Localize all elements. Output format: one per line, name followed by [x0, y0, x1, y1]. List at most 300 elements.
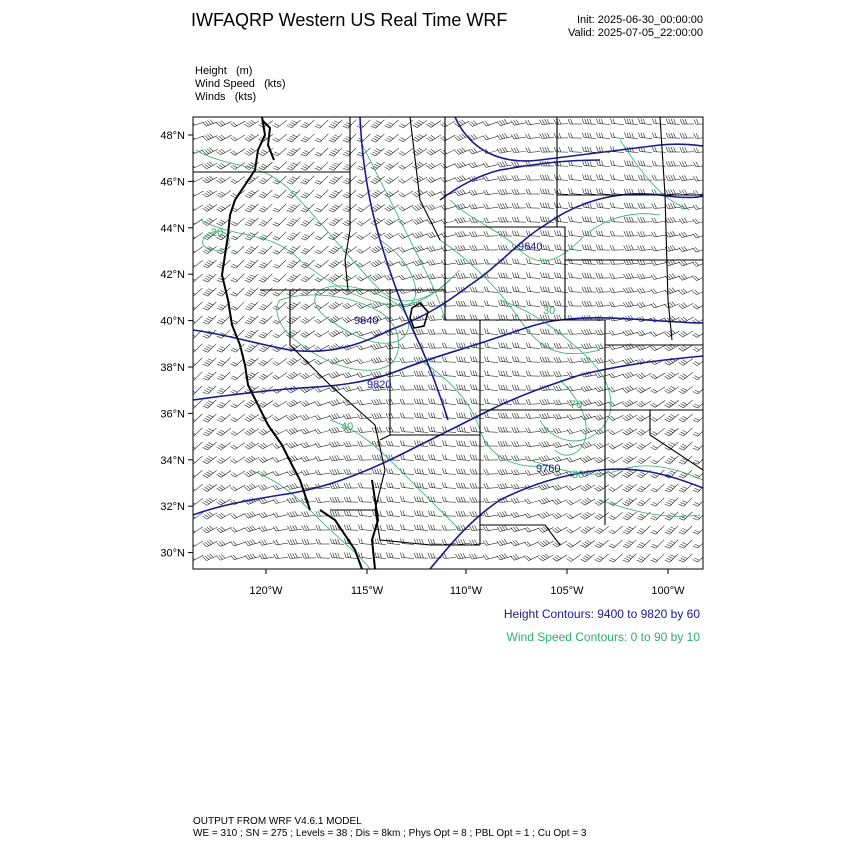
wind-contour-label: 20 [211, 227, 224, 239]
wind-barb [400, 413, 414, 418]
wind-barb [231, 368, 245, 381]
wind-barb [287, 144, 301, 157]
wind-barb [665, 508, 678, 521]
wind-barb [386, 524, 400, 530]
wind-barb [273, 368, 287, 380]
boundary [605, 410, 703, 470]
wind-barb [329, 412, 344, 420]
field-unit: (kts) [234, 91, 257, 103]
wind-barb [217, 340, 230, 353]
wind-barb [357, 257, 372, 268]
wind-barb [679, 396, 693, 409]
wind-barb [582, 328, 596, 334]
wind-barb [329, 242, 343, 255]
wind-barb [399, 215, 414, 226]
wind-barb [287, 298, 301, 311]
wind-barb [470, 315, 484, 321]
wind-barb [609, 342, 624, 350]
wind-barb [231, 117, 246, 128]
wind-barb [273, 214, 286, 227]
wind-barb [624, 132, 638, 138]
wind-barb [428, 497, 442, 503]
wind-barb [525, 551, 540, 562]
wind-barb [651, 369, 666, 380]
wind-barb [666, 133, 680, 138]
wind-barb [245, 117, 260, 129]
wind-barb [330, 553, 344, 559]
wind-barb [245, 523, 260, 532]
wind-barb [567, 523, 582, 535]
wind-barb [470, 356, 484, 362]
wind-barb [273, 284, 287, 297]
wind-barb [679, 257, 694, 266]
wind-barb [343, 271, 357, 283]
wind-barb [414, 413, 428, 419]
wind-barb [301, 312, 315, 324]
wind-barb [189, 159, 204, 169]
wind-barb [456, 329, 470, 335]
wind-barb [470, 455, 484, 460]
wind-barb [301, 355, 316, 366]
wind-barb [442, 483, 456, 489]
wind-barb [568, 329, 582, 335]
wind-barb [385, 158, 399, 171]
wind-barb [665, 244, 680, 252]
wind-barb [358, 511, 372, 517]
wind-barb [693, 202, 708, 210]
wind-barb [610, 160, 624, 166]
wind-barb [287, 186, 300, 199]
wind-barb [568, 174, 582, 180]
wind-barb [329, 130, 342, 143]
wind-barb [679, 243, 694, 252]
wind-barb [693, 494, 706, 507]
height-contour-label: 9840 [354, 315, 379, 327]
wind-barb [526, 189, 540, 194]
field-name: Wind Speed [195, 78, 255, 90]
wind-barb [442, 398, 456, 404]
wind-barb [287, 158, 301, 171]
wind-barb [414, 426, 428, 432]
wind-barb [273, 397, 288, 408]
wind-barb [610, 174, 624, 180]
wind-barb [287, 284, 301, 297]
wind-barb [329, 270, 343, 282]
wind-barb [357, 243, 371, 255]
wind-barb [329, 144, 342, 157]
wind-barb [441, 187, 456, 196]
wind-barb [441, 258, 456, 265]
lat-tick-label: 40°N [160, 315, 185, 328]
wind-barb [525, 454, 540, 461]
wind-barb [665, 202, 679, 209]
wind-barb [567, 453, 582, 463]
wind-barb [609, 522, 623, 535]
wind-barb [693, 396, 707, 409]
wind-barb [610, 245, 624, 250]
wind-barb [581, 522, 595, 534]
wind-barb [456, 426, 470, 432]
wind-barb [624, 258, 638, 264]
wind-barb [189, 187, 204, 198]
wind-barb [497, 132, 512, 140]
wind-barb [694, 146, 708, 152]
wind-barb [526, 286, 540, 292]
plot-title: IWFAQRP Western US Real Time WRF [191, 10, 508, 30]
wind-barb [525, 509, 540, 518]
wind-barb [441, 159, 456, 169]
wind-barb [329, 454, 344, 461]
wind-barb [665, 216, 680, 223]
wind-barb [428, 329, 442, 335]
wind-barb [693, 160, 708, 167]
wind-barb [245, 312, 259, 325]
wind-barb [637, 411, 651, 423]
wind-barb [329, 116, 342, 129]
wind-barb [288, 553, 302, 559]
wind-barb [568, 216, 582, 222]
wind-barb [553, 412, 568, 419]
wind-barb [693, 410, 707, 423]
wind-barb [624, 175, 638, 181]
wind-barb [427, 159, 442, 170]
wind-barb [217, 481, 231, 493]
wind-barb [399, 342, 413, 349]
wind-barb [652, 133, 666, 139]
wind-barb [371, 257, 386, 268]
wind-barb [693, 229, 708, 238]
wind-barb [484, 384, 498, 390]
wind-barb [497, 482, 511, 489]
wind-barb [554, 202, 568, 208]
wind-barb [189, 410, 203, 423]
wind-barb [456, 511, 470, 516]
wind-barb [637, 522, 651, 535]
wind-barb [259, 538, 274, 546]
wind-barb [637, 244, 651, 251]
wind-barb [568, 133, 582, 138]
wind-barb [371, 130, 385, 143]
wind-barb [259, 354, 273, 367]
wind-barb [582, 230, 596, 236]
wind-barb [428, 454, 442, 460]
wind-barb [679, 230, 694, 238]
wind-barb [567, 412, 582, 420]
wind-barb [539, 537, 554, 548]
wind-barb [483, 552, 498, 560]
wind-barb [540, 371, 554, 376]
wind-barb [217, 173, 231, 185]
wind-barb [287, 355, 301, 367]
wind-barb [371, 186, 385, 198]
wind-barb [665, 424, 679, 437]
wind-barb [470, 483, 484, 488]
wind-barb [189, 452, 203, 465]
wind-barb [539, 454, 554, 462]
wind-barb [484, 398, 498, 404]
wind-barb [666, 161, 680, 166]
wind-barb [498, 203, 512, 209]
wind-barb [666, 119, 680, 125]
wind-barb [231, 467, 246, 478]
wind-barb [329, 327, 344, 338]
wind-barb [665, 410, 679, 423]
wind-barb [540, 147, 554, 152]
wind-barb [259, 200, 273, 213]
wind-barb [273, 116, 287, 129]
wind-barb [469, 159, 484, 168]
wind-barb [442, 497, 456, 502]
wind-barb [484, 483, 498, 489]
wind-barb [315, 130, 328, 143]
valid-time: Valid: 2025-07-05_22:00:00 [568, 27, 703, 39]
wind-barb [540, 230, 554, 236]
wind-barb [539, 551, 554, 562]
wind-barb [372, 455, 386, 460]
wind-barb [553, 523, 568, 534]
field-name: Winds [195, 91, 226, 103]
wind-barb [540, 175, 554, 180]
wind-barb [217, 537, 232, 547]
wind-barb [217, 354, 231, 367]
wind-barb [301, 369, 316, 380]
wind-barb [512, 258, 526, 264]
wind-barb [540, 272, 554, 278]
wind-barb [301, 468, 316, 476]
wind-barb [666, 188, 680, 194]
wind-barb [638, 132, 652, 138]
wind-barb [358, 497, 372, 503]
wind-barb [596, 174, 610, 180]
wind-barb [595, 508, 609, 520]
wind-barb [582, 133, 596, 139]
height-contour-labels [354, 241, 560, 475]
wind-barb [442, 371, 456, 377]
wind-barb [315, 327, 330, 338]
wind-barb [343, 384, 358, 392]
wind-barb [540, 329, 554, 335]
wind-barb [554, 371, 568, 377]
wind-barb [399, 271, 414, 280]
wind-barb [679, 382, 693, 395]
wind-barb [245, 509, 260, 519]
wind-barb [217, 159, 232, 171]
wind-barb [189, 340, 202, 353]
wind-barb [400, 510, 414, 516]
wind-barb [498, 217, 512, 222]
wind-barb [470, 398, 484, 404]
wind-barb [287, 411, 302, 421]
wind-barb [231, 509, 246, 519]
wind-barb [665, 341, 680, 352]
wind-barb [540, 398, 554, 404]
wind-barb [399, 130, 413, 143]
wind-barb [301, 425, 316, 434]
wind-barb [665, 382, 679, 394]
wind-barb [301, 397, 316, 407]
wind-barb [609, 425, 624, 436]
wind-barb [259, 312, 273, 325]
wind-barb [301, 116, 315, 129]
wind-barb [470, 245, 484, 251]
wind-barb [483, 146, 498, 154]
wind-barb [203, 410, 217, 423]
wind-barb [623, 272, 637, 279]
wind-barb [637, 452, 651, 465]
wind-barb [484, 217, 498, 223]
wind-barb [456, 455, 470, 461]
wind-barb [203, 452, 217, 465]
model-info-line1: OUTPUT FROM WRF V4.6.1 MODEL [193, 816, 362, 827]
lon-tick-label: 105°W [550, 585, 584, 597]
wind-barb [483, 188, 498, 195]
wind-barb [456, 497, 470, 502]
wind-barb [526, 343, 540, 349]
wind-barb [554, 188, 568, 194]
wind-barb [287, 242, 301, 255]
wind-barb [498, 188, 512, 194]
wind-barb [526, 203, 540, 208]
wind-barb [400, 357, 414, 363]
wind-barb [470, 469, 484, 474]
wind-barb [316, 553, 330, 558]
wind-barb [624, 118, 638, 124]
wind-barb [427, 229, 442, 238]
wind-barb [189, 284, 203, 297]
wind-barb [259, 242, 272, 255]
wind-barb [245, 200, 259, 213]
wind-barb [315, 313, 329, 325]
wind-barb [273, 256, 286, 269]
wind-barb [511, 468, 526, 475]
lat-tick-label: 48°N [160, 130, 185, 142]
wind-barb [693, 340, 707, 352]
wind-barb [582, 245, 596, 251]
wind-barb [637, 327, 652, 336]
wind-barb [259, 368, 273, 381]
wind-barb [259, 552, 274, 559]
wind-barb [455, 244, 470, 251]
wind-barb [287, 397, 302, 408]
wind-barb [455, 202, 470, 210]
wind-barb [512, 342, 526, 348]
wind-contour [440, 240, 600, 354]
wind-barb [386, 413, 400, 418]
wind-barb [652, 203, 666, 209]
wind-barb [596, 231, 610, 237]
wind-barb [231, 312, 244, 325]
wind-barb [679, 508, 692, 521]
wind-barb [554, 272, 568, 278]
wind-barb [512, 413, 526, 418]
wind-barb [189, 131, 204, 140]
wind-barb [385, 172, 399, 184]
wind-barb [623, 452, 637, 464]
wind-barb [553, 481, 568, 491]
wind-barb [427, 272, 442, 279]
wind-barb [442, 357, 456, 363]
wind-barb [554, 357, 568, 363]
wind-barb [568, 273, 582, 279]
wind-barb [511, 132, 526, 139]
wind-barb [287, 524, 302, 531]
wind-barb [259, 284, 273, 297]
wind-barb [567, 426, 582, 435]
wind-barb [679, 285, 694, 295]
wind-barb [189, 466, 203, 479]
wind-barb [469, 552, 484, 559]
wind-barb [358, 524, 372, 530]
wind-barb [358, 427, 372, 433]
wind-barb [273, 172, 287, 185]
wind-barb [203, 438, 217, 451]
wind-barb [371, 144, 385, 157]
wind-barb [554, 230, 568, 236]
wind-barb [386, 441, 400, 446]
wind-barb [623, 480, 637, 493]
wind-barb [428, 371, 442, 376]
wind-barb [540, 133, 554, 139]
wind-barb [526, 272, 540, 278]
wind-barb [609, 356, 624, 365]
wind-barb [512, 427, 526, 433]
wind-barb [301, 172, 314, 185]
wind-barb [651, 424, 665, 437]
wind-barb [189, 480, 203, 493]
wind-barb [539, 440, 554, 448]
wind-barb [666, 175, 680, 181]
wind-barb [315, 411, 330, 420]
wind-barb [665, 522, 678, 535]
wind-barb [315, 298, 329, 310]
wind-barb [568, 147, 582, 153]
wind-barb [497, 538, 512, 547]
wind-barb [582, 188, 596, 194]
wind-barb [427, 173, 442, 184]
wind-barb [358, 538, 372, 544]
wind-barb [399, 229, 414, 239]
wind-barb [525, 118, 540, 125]
wind-barb [694, 133, 708, 139]
wind-barb [609, 300, 624, 307]
wind-barb [526, 217, 540, 223]
wind-barb [203, 270, 217, 283]
wind-barb [497, 118, 512, 127]
wind-barb [679, 494, 692, 507]
wind-barb [540, 118, 554, 124]
wind-barb [680, 133, 694, 138]
wind-barb [623, 522, 637, 535]
wind-barb [511, 496, 526, 504]
wind-barb [456, 273, 470, 279]
wind-barb [231, 228, 245, 241]
wind-barb [470, 441, 484, 447]
wind-barb [498, 286, 512, 292]
wind-barb [470, 427, 484, 433]
wind-barb [189, 256, 203, 269]
wind-barb [581, 453, 596, 463]
wind-barb [595, 453, 610, 464]
wind-barb [385, 144, 399, 157]
wind-barb [582, 301, 596, 306]
wind-barb [400, 371, 414, 377]
wind-barb [414, 510, 428, 516]
wind-barb [637, 536, 650, 549]
wind-barb [553, 509, 568, 520]
wind-barb [245, 552, 260, 560]
wind-barb [273, 552, 287, 559]
wind-barb [637, 424, 651, 436]
